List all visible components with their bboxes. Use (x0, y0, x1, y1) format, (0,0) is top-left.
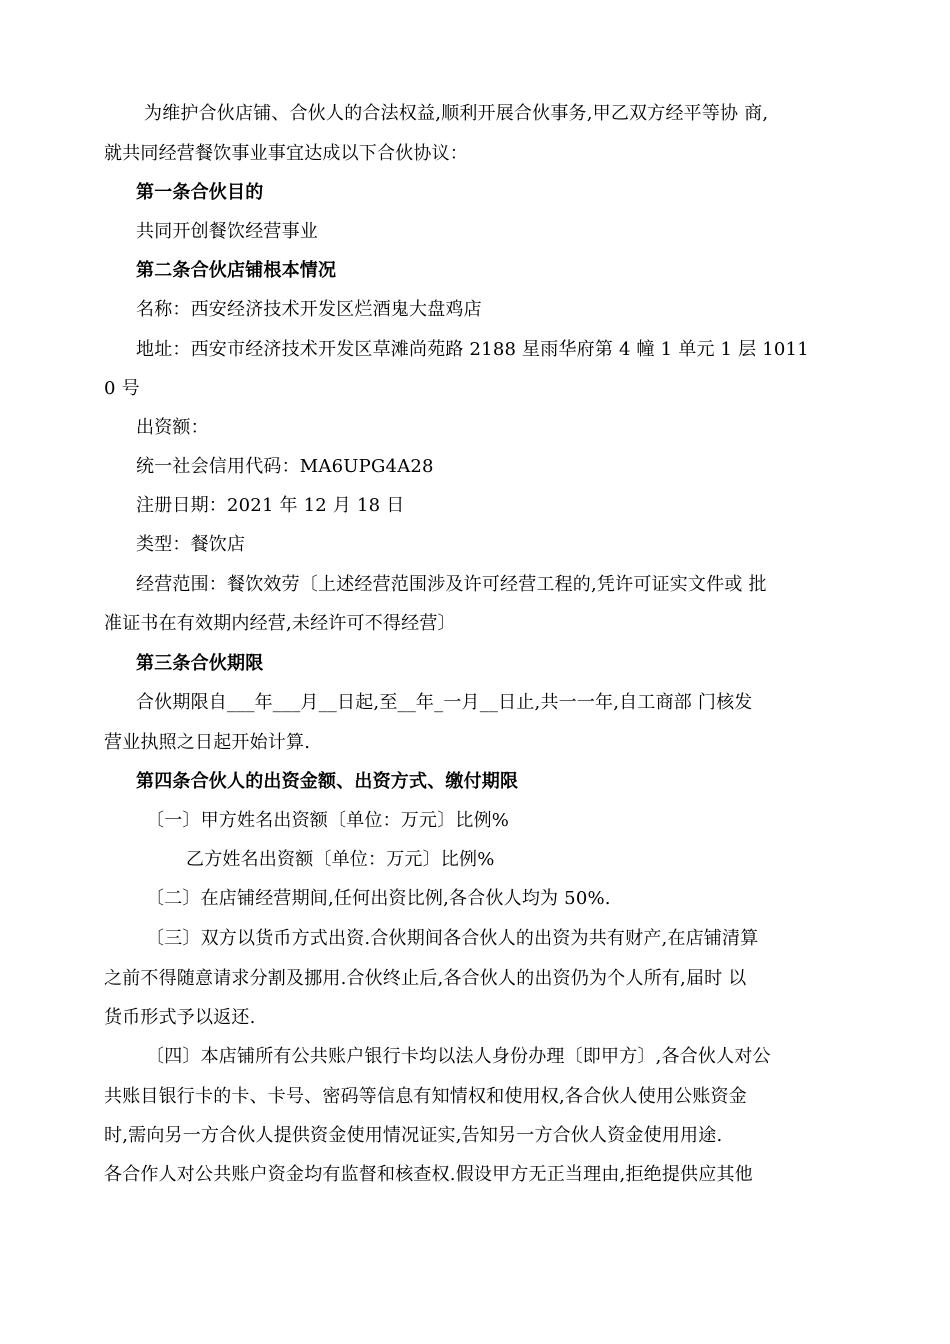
capital-amount: 出资额： (136, 417, 209, 438)
store-type: 类型：餐饮店 (136, 534, 246, 555)
paragraph-intro-line-2: 就共同经营餐饮事业事宜达成以下合伙协议： (104, 143, 468, 164)
article-4-heading: 第四条合伙人的出资金额、出资方式、缴付期限 (136, 771, 519, 792)
term-line-1: 合伙期限自___年___月__日起,至__年_一月__日止,共一一年,自工商部 门核发 (136, 692, 753, 713)
clause-3-line-3: 货币形式予以返还. (104, 1007, 256, 1028)
business-scope-line-1: 经营范围：餐饮效劳〔上述经营范围涉及许可经营工程的,凭许可证实文件或 批 (136, 574, 767, 595)
clause-3-line-2: 之前不得随意请求分割及挪用.合伙终止后,各合伙人的出资仍为个人所有,届时 以 (104, 968, 747, 989)
term-line-2: 营业执照之日起开始计算. (104, 732, 311, 753)
article-2-heading: 第二条合伙店铺根本情况 (136, 260, 337, 281)
article-1-heading: 第一条合伙目的 (136, 182, 264, 203)
credit-code: 统一社会信用代码：MA6UPG4A28 (136, 456, 434, 477)
registration-date: 注册日期：2021 年 12 月 18 日 (136, 495, 405, 516)
store-name: 名称：西安经济技术开发区烂酒鬼大盘鸡店 (136, 299, 482, 320)
clause-1-party-a: 〔一〕甲方姓名出资额〔单位：万元〕比例% (146, 810, 510, 831)
clause-4-line-3: 时,需向另一方合伙人提供资金使用情况证实,告知另一方合伙人资金使用用途. (104, 1125, 723, 1146)
clause-1-party-b: 乙方姓名出资额〔单位：万元〕比例% (186, 849, 495, 870)
article-1-body: 共同开创餐饮经营事业 (136, 221, 318, 242)
clause-4-line-1: 〔四〕本店铺所有公共账户银行卡均以法人身份办理〔即甲方〕,各合伙人对公 (146, 1046, 771, 1067)
paragraph-intro-line-1: 为维护合伙店铺、合伙人的合法权益,顺利开展合伙事务,甲乙双方经平等协 商, (144, 103, 769, 124)
clause-3-line-1: 〔三〕双方以货币方式出资.合伙期间各合伙人的出资为共有财产,在店铺清算 (146, 928, 759, 949)
clause-4-line-2: 共账目银行卡的卡、卡号、密码等信息有知情权和使用权,各合伙人使用公账资金 (104, 1086, 747, 1107)
store-address-line-1: 地址：西安市经济技术开发区草滩尚苑路 2188 星雨华府第 4 幢 1 单元 1 层 1011 (136, 339, 809, 360)
store-address-line-2: 0 号 (104, 378, 140, 399)
clause-2: 〔二〕在店铺经营期间,任何出资比例,各合伙人均为 50%. (146, 888, 611, 909)
business-scope-line-2: 准证书在有效期内经营,未经许可不得经营〕 (104, 613, 456, 634)
article-3-heading: 第三条合伙期限 (136, 653, 264, 674)
clause-4-line-4: 各合作人对公共账户资金均有监督和核查权.假设甲方无正当理由,拒绝提供应其他 (104, 1164, 753, 1185)
